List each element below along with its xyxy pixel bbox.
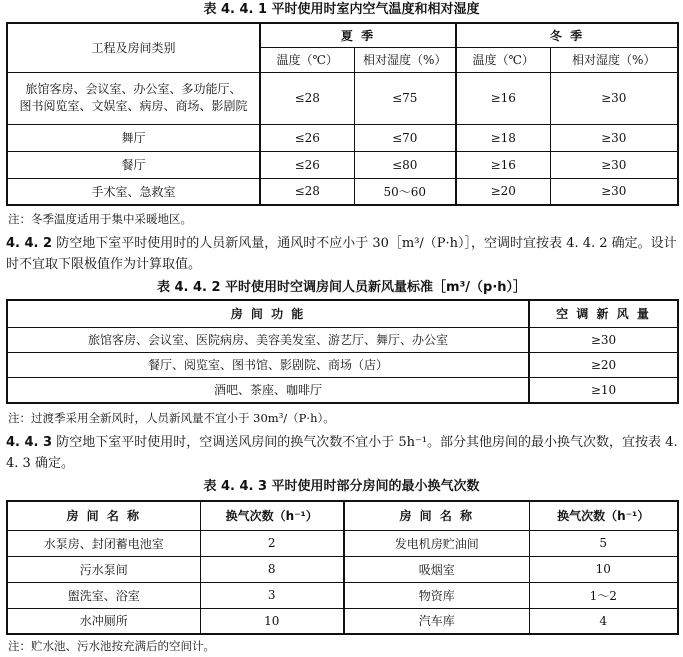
clause-number: 4. 4. 3 xyxy=(6,435,53,450)
table-row xyxy=(7,151,678,178)
summer-humidity: ≤70 xyxy=(354,124,456,151)
clause-text: 防空地下室平时使用时的人员新风量，通风时不应小于 30［m³/（P·h）］，空调时宜按表 4. 4. 2 确定。设计时不宜取下限极值作为计算取值。 xyxy=(6,236,677,272)
table-row xyxy=(7,178,678,205)
room-function: 旅馆客房、会议室、医院病房、美容美发室、游艺厅、舞厅、办公室 xyxy=(7,327,529,352)
room-name: 物资库 xyxy=(344,582,529,608)
room-name: 水冲厕所 xyxy=(7,608,200,634)
room-category: 旅馆客房、会议室、办公室、多功能厅、 图书阅览室、文娱室、病房、商场、影剧院 xyxy=(7,72,260,124)
room-name: 吸烟室 xyxy=(344,556,529,582)
summer-humidity: ≤80 xyxy=(354,151,456,178)
air-change-value: 10 xyxy=(200,608,344,634)
room-name: 污水泵间 xyxy=(7,556,200,582)
winter-humidity: ≥30 xyxy=(550,178,678,205)
table-row xyxy=(7,124,678,151)
table-row xyxy=(7,582,678,608)
table-row xyxy=(7,608,678,634)
table-4-4-1-caption: 表 4. 4. 1 平时使用时室内空气温度和相对湿度 xyxy=(203,2,480,17)
header-winter-temp: 温度（℃） xyxy=(456,47,550,72)
winter-temp: ≥20 xyxy=(456,178,550,205)
table-4-4-1 xyxy=(6,22,679,206)
winter-humidity: ≥30 xyxy=(550,151,678,178)
room-category: 餐厅 xyxy=(7,151,260,178)
paragraph-4-4-2 xyxy=(6,233,678,275)
header-room-function: 房 间 功 能 xyxy=(7,300,529,327)
winter-temp: ≥16 xyxy=(456,151,550,178)
air-change-value: 10 xyxy=(529,556,678,582)
header-air-change-2: 换气次数（h⁻¹） xyxy=(529,501,678,530)
header-winter-humidity: 相对湿度（%） xyxy=(550,47,678,72)
winter-temp: ≥16 xyxy=(456,72,550,124)
table-row xyxy=(7,377,678,403)
room-name: 汽车库 xyxy=(344,608,529,634)
table-row xyxy=(7,556,678,582)
summer-temp: ≤26 xyxy=(260,124,354,151)
air-change-value: 1～2 xyxy=(529,582,678,608)
fresh-air-value: ≥10 xyxy=(529,377,678,403)
header-summer-humidity: 相对湿度（%） xyxy=(354,47,456,72)
summer-humidity: 50～60 xyxy=(354,178,456,205)
summer-temp: ≤28 xyxy=(260,178,354,205)
winter-humidity: ≥30 xyxy=(550,72,678,124)
header-category: 工程及房间类别 xyxy=(7,23,260,72)
room-function: 餐厅、阅览室、图书馆、影剧院、商场（店） xyxy=(7,352,529,377)
room-name: 发电机房贮油间 xyxy=(344,530,529,556)
table-row xyxy=(7,72,678,124)
table-4-4-3-caption: 表 4. 4. 3 平时使用时部分房间的最小换气次数 xyxy=(203,479,480,494)
table-4-4-1-note: 注：冬季温度适用于集中采暖地区。 xyxy=(8,212,192,226)
air-change-value: 8 xyxy=(200,556,344,582)
table-4-4-2-caption: 表 4. 4. 2 平时使用时空调房间人员新风量标准［m³/（p·h）］ xyxy=(156,280,527,295)
summer-temp: ≤28 xyxy=(260,72,354,124)
fresh-air-value: ≥20 xyxy=(529,352,678,377)
air-change-value: 5 xyxy=(529,530,678,556)
clause-text: 防空地下室平时使用时，空调送风房间的换气次数不宜小于 5h⁻¹。部分其他房间的最小换气次数，宜按表 4. 4. 3 确定。 xyxy=(6,435,678,471)
summer-humidity: ≤75 xyxy=(354,72,456,124)
clause-number: 4. 4. 2 xyxy=(6,236,53,251)
header-room-name-2: 房 间 名 称 xyxy=(344,501,529,530)
header-room-name: 房 间 名 称 xyxy=(7,501,200,530)
air-change-value: 3 xyxy=(200,582,344,608)
header-winter: 冬 季 xyxy=(456,23,678,47)
room-name: 水泵房、封闭蓄电池室 xyxy=(7,530,200,556)
header-summer-temp: 温度（℃） xyxy=(260,47,354,72)
table-4-4-3-note: 注：贮水池、污水池按充满后的空间计。 xyxy=(8,639,215,653)
winter-humidity: ≥30 xyxy=(550,124,678,151)
room-function: 酒吧、茶座、咖啡厅 xyxy=(7,377,529,403)
header-summer: 夏 季 xyxy=(260,23,456,47)
summer-temp: ≤26 xyxy=(260,151,354,178)
table-4-4-2-note: 注：过渡季采用全新风时，人员新风量不宜小于 30m³/（P·h）。 xyxy=(8,411,335,425)
table-row xyxy=(7,530,678,556)
table-4-4-2 xyxy=(6,299,679,404)
air-change-value: 4 xyxy=(529,608,678,634)
table-row xyxy=(7,352,678,377)
paragraph-4-4-3 xyxy=(6,432,678,474)
room-category: 舞厅 xyxy=(7,124,260,151)
fresh-air-value: ≥30 xyxy=(529,327,678,352)
room-name: 盥洗室、浴室 xyxy=(7,582,200,608)
table-4-4-3 xyxy=(6,500,679,635)
room-category: 手术室、急救室 xyxy=(7,178,260,205)
table-row xyxy=(7,327,678,352)
air-change-value: 2 xyxy=(200,530,344,556)
winter-temp: ≥18 xyxy=(456,124,550,151)
header-air-change: 换气次数（h⁻¹） xyxy=(200,501,344,530)
header-fresh-air: 空 调 新 风 量 xyxy=(529,300,678,327)
